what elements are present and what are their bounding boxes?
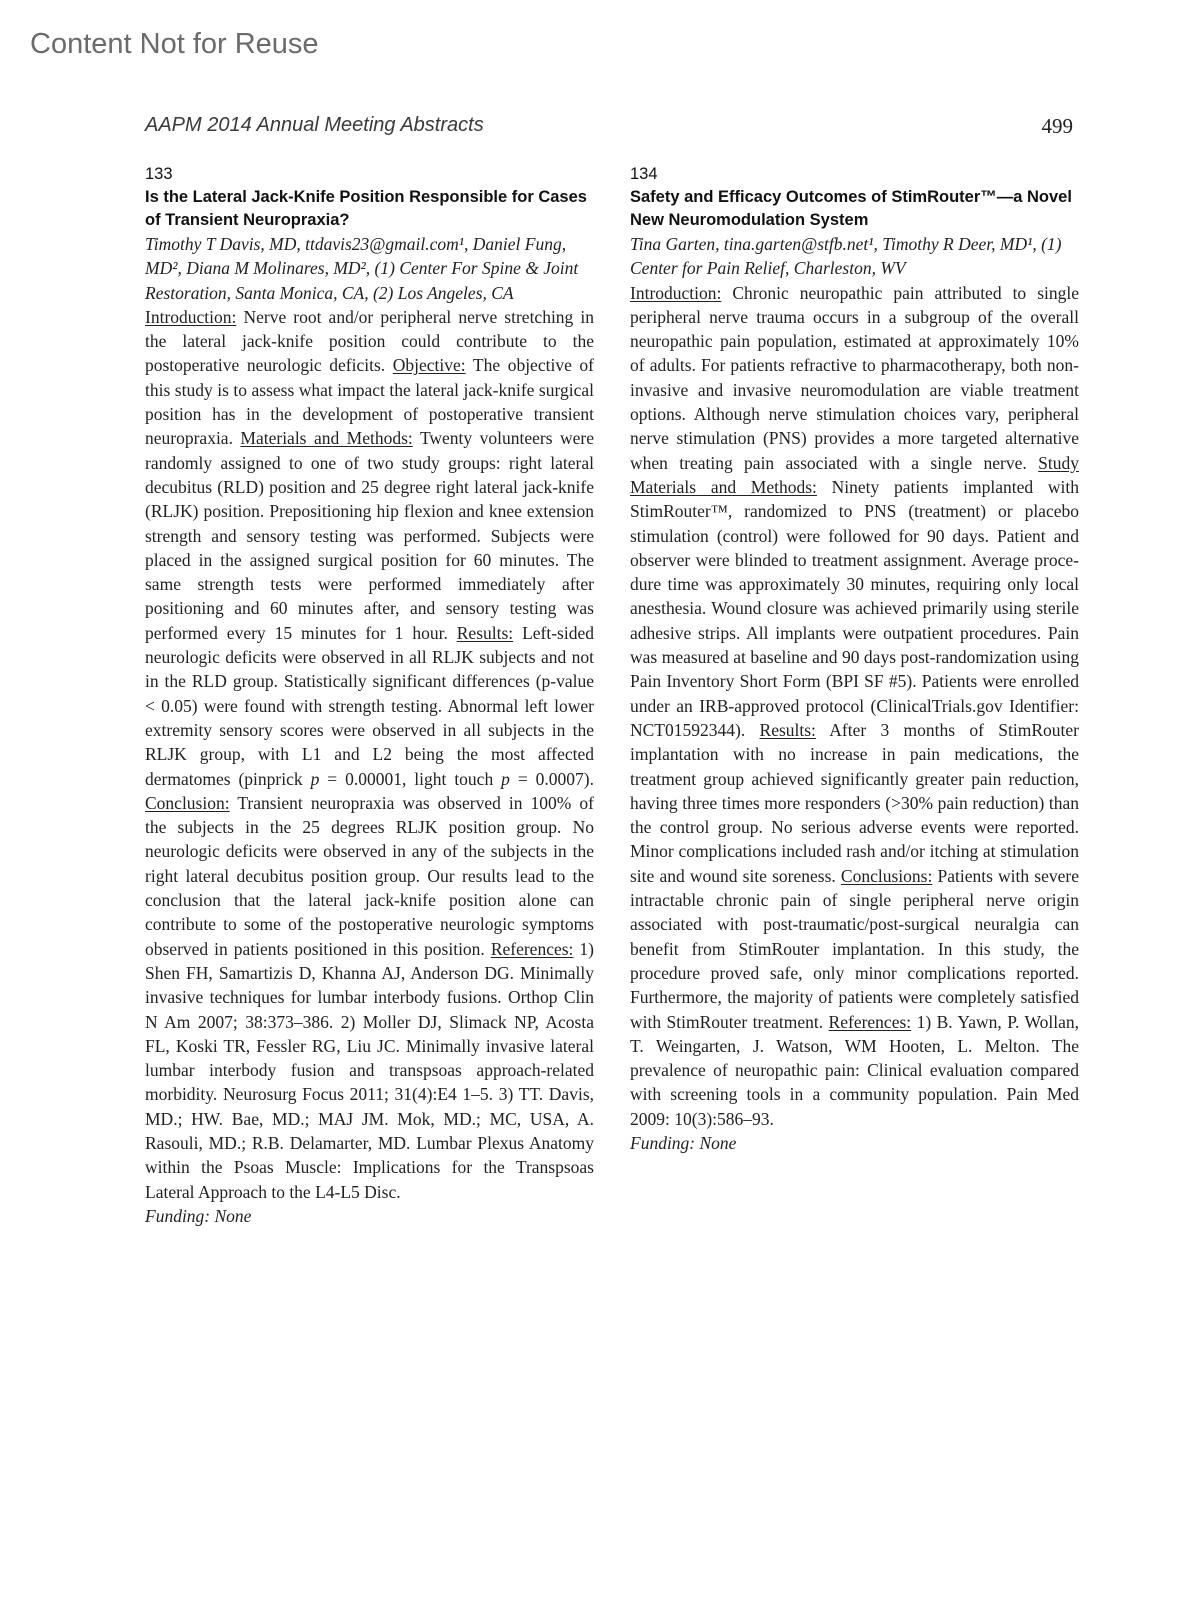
abstract-body [145,305,594,1204]
methods-heading: Study Materials and Methods: [630,452,1079,497]
objective-heading: Objective: [392,355,466,376]
funding-line: Funding: None [630,1132,737,1153]
results-heading: Results: [759,719,816,740]
abstract-133 [145,163,594,1228]
conclusion-text: Transient neuropraxia was observed in 100% of the subjects in the 25 degrees RLJK position group. No neurologic deficits were observed in any of the subjects in the right lateral decubitus position group. Our results lead to the conclusion that the lateral jack-knife position alone can contribute to some of the postoperative neurologic symptoms observed in patients positioned in this position. [145,792,594,959]
abstract-number: 134 [630,165,658,183]
results-text: = 0.00001, light touch [319,768,502,789]
results-text: Left-sided neurologic deficits were observed in all RLJK subjects and not in the RLD group. Statistically significant differences (p-value < 0.05) were found with strength testing. Abnormal left lower extremity sensory scores were observed in all subjects in the RLJK group, with L1 and L2 being the most affected dermatomes (pinprick [145,622,594,789]
abstract-body [630,281,1079,1131]
page-number: 499 [1041,114,1073,138]
methods-heading: Materials and Methods: [240,428,413,449]
objective-text: The objective of this study is to assess what impact the lateral jack-knife surgical position has in the development of postoperative transient neuropraxia. [145,355,594,449]
intro-text: Chronic neuropathic pain attributed to single peripheral nerve trauma occurs in a subgroup of the overall neuropathic pain population, estimated at approximately 10% of adults. For patients refractive to pharmacotherapy, both non-invasive and invasive neuromodulation are viable treatment options. Although nerve stimulation choices vary, peripheral nerve stimulation (PNS) provides a more targeted alternative when treating pain associated with a single nerve. [630,282,1079,473]
methods-text: Twenty volunteers were randomly assigned to one of two study groups: right lateral decubitus (RLD) position and 25 degree right lateral jack-knife (RLJK) position. Prepositioning hip flexion and knee extension strength and sensory testing was performed. Subjects were placed in the assigned surgical position for 60 minutes. The same strength tests were performed immediately after positioning and 60 minutes after, and sensory testing was performed every 15 minutes for 1 hour. [145,428,594,643]
methods-text: Ninety patients implanted with StimRouter™, randomized to PNS (treatment) or placebo stimulation (control) were followed for 90 days. Patient and observer were blinded to treatment assignment. Average procedure time was approximately 30 minutes, requiring only local anesthesia. Wound closure was achieved primarily using sterile adhesive strips. All implants were outpatient procedures. Pain was measured at baseline and 90 days post-randomization using Pain Inventory Short Form (BPI SF #5). Patients were enrolled under an IRB-approved protocol (ClinicalTrials.gov Identifier: NCT01592344). [630,476,1080,740]
intro-heading: Introduction: [630,282,722,303]
intro-text: Nerve root and/or peripheral nerve stretching in the lateral jack-knife position could contribute to the postoperative neurologic deficits. [145,306,594,376]
conclusions-text: Patients with severe intractable chronic pain of single peripheral nerve origin associated with post-traumatic/post-surgical neuralgia can benefit from StimRouter implantation. In this study, the procedure proved safe, only minor complications reported. Furthermore, the majority of patients were completely satisfied with StimRouter treatment. [630,865,1079,1032]
conclusion-heading: Conclusion: [145,792,230,813]
watermark: Content Not for Reuse [30,28,319,60]
abstract-authors: Timothy T Davis, MD, ttdavis23@gmail.com¹, Daniel Fung, MD², Diana M Molinares, MD², (1) Center For Spine & Joint Restoration, Santa Monica, CA, (2) Los Angeles, CA [145,234,579,303]
abstract-134 [630,163,1079,1155]
intro-heading: Introduction: [145,306,237,327]
references-text: 1) B. Yawn, P. Wollan, T. Weingarten, J. Watson, WM Hooten, L. Melton. The prevalence of neuropathic pain: Clinical evaluation compared with screening tools in a community population. Pain Med 2009: 10(3):586–93. [630,1011,1079,1129]
p-symbol: p [310,768,320,789]
abstract-title: Is the Lateral Jack-Knife Position Responsible for Cases of Transient Neuropraxia? [145,188,587,229]
abstract-authors: Tina Garten, tina.garten@stfb.net¹, Timothy R Deer, MD¹, (1) Center for Pain Relief, Charleston, WV [630,234,1062,279]
references-text: 1) Shen FH, Samartizis D, Khanna AJ, Anderson DG. Minimally invasive techniques for lumbar interbody fusions. Orthop Clin N Am 2007; 38:373–386. 2) Moller DJ, Slimack NP, Acosta FL, Koski TR, Fessler RG, Liu JC. Minimally invasive lateral lumbar interbody fusion and transpsoas approach-related morbidity. Neurosurg Focus 2011; 31(4):E4 1–5. 3) TT. Davis, MD.; HW. Bae, MD.; MAJ JM. Mok, MD.; MC, USA, A. Rasouli, MD.; R.B. Delamarter, MD. Lumbar Plexus Anatomy within the Psoas Muscle: Implications for the Transpsoas Lateral Approach to the L4-L5 Disc. [145,938,594,1202]
references-heading: References: [828,1011,912,1032]
references-heading: References: [490,938,574,959]
running-head: AAPM 2014 Annual Meeting Abstracts [145,114,484,136]
abstract-number: 133 [145,165,173,183]
results-text: After 3 months of StimRouter implantation with no increase in pain medications, the treatment group achieved significantly greater pain reduction, having three times more responders (>30% pain reduction) than the control group. No serious adverse events were reported. Minor complications included rash and/or itching at stimulation site and wound site soreness. [630,719,1079,886]
results-text: = 0.0007). [509,768,594,789]
p-symbol: p [501,768,510,789]
conclusions-heading: Conclusions: [840,865,933,886]
abstract-title: Safety and Efficacy Outcomes of StimRouter™—a Novel New Neuromodulation System [630,188,1072,229]
funding-line: Funding: None [145,1205,252,1226]
results-heading: Results: [456,622,514,643]
